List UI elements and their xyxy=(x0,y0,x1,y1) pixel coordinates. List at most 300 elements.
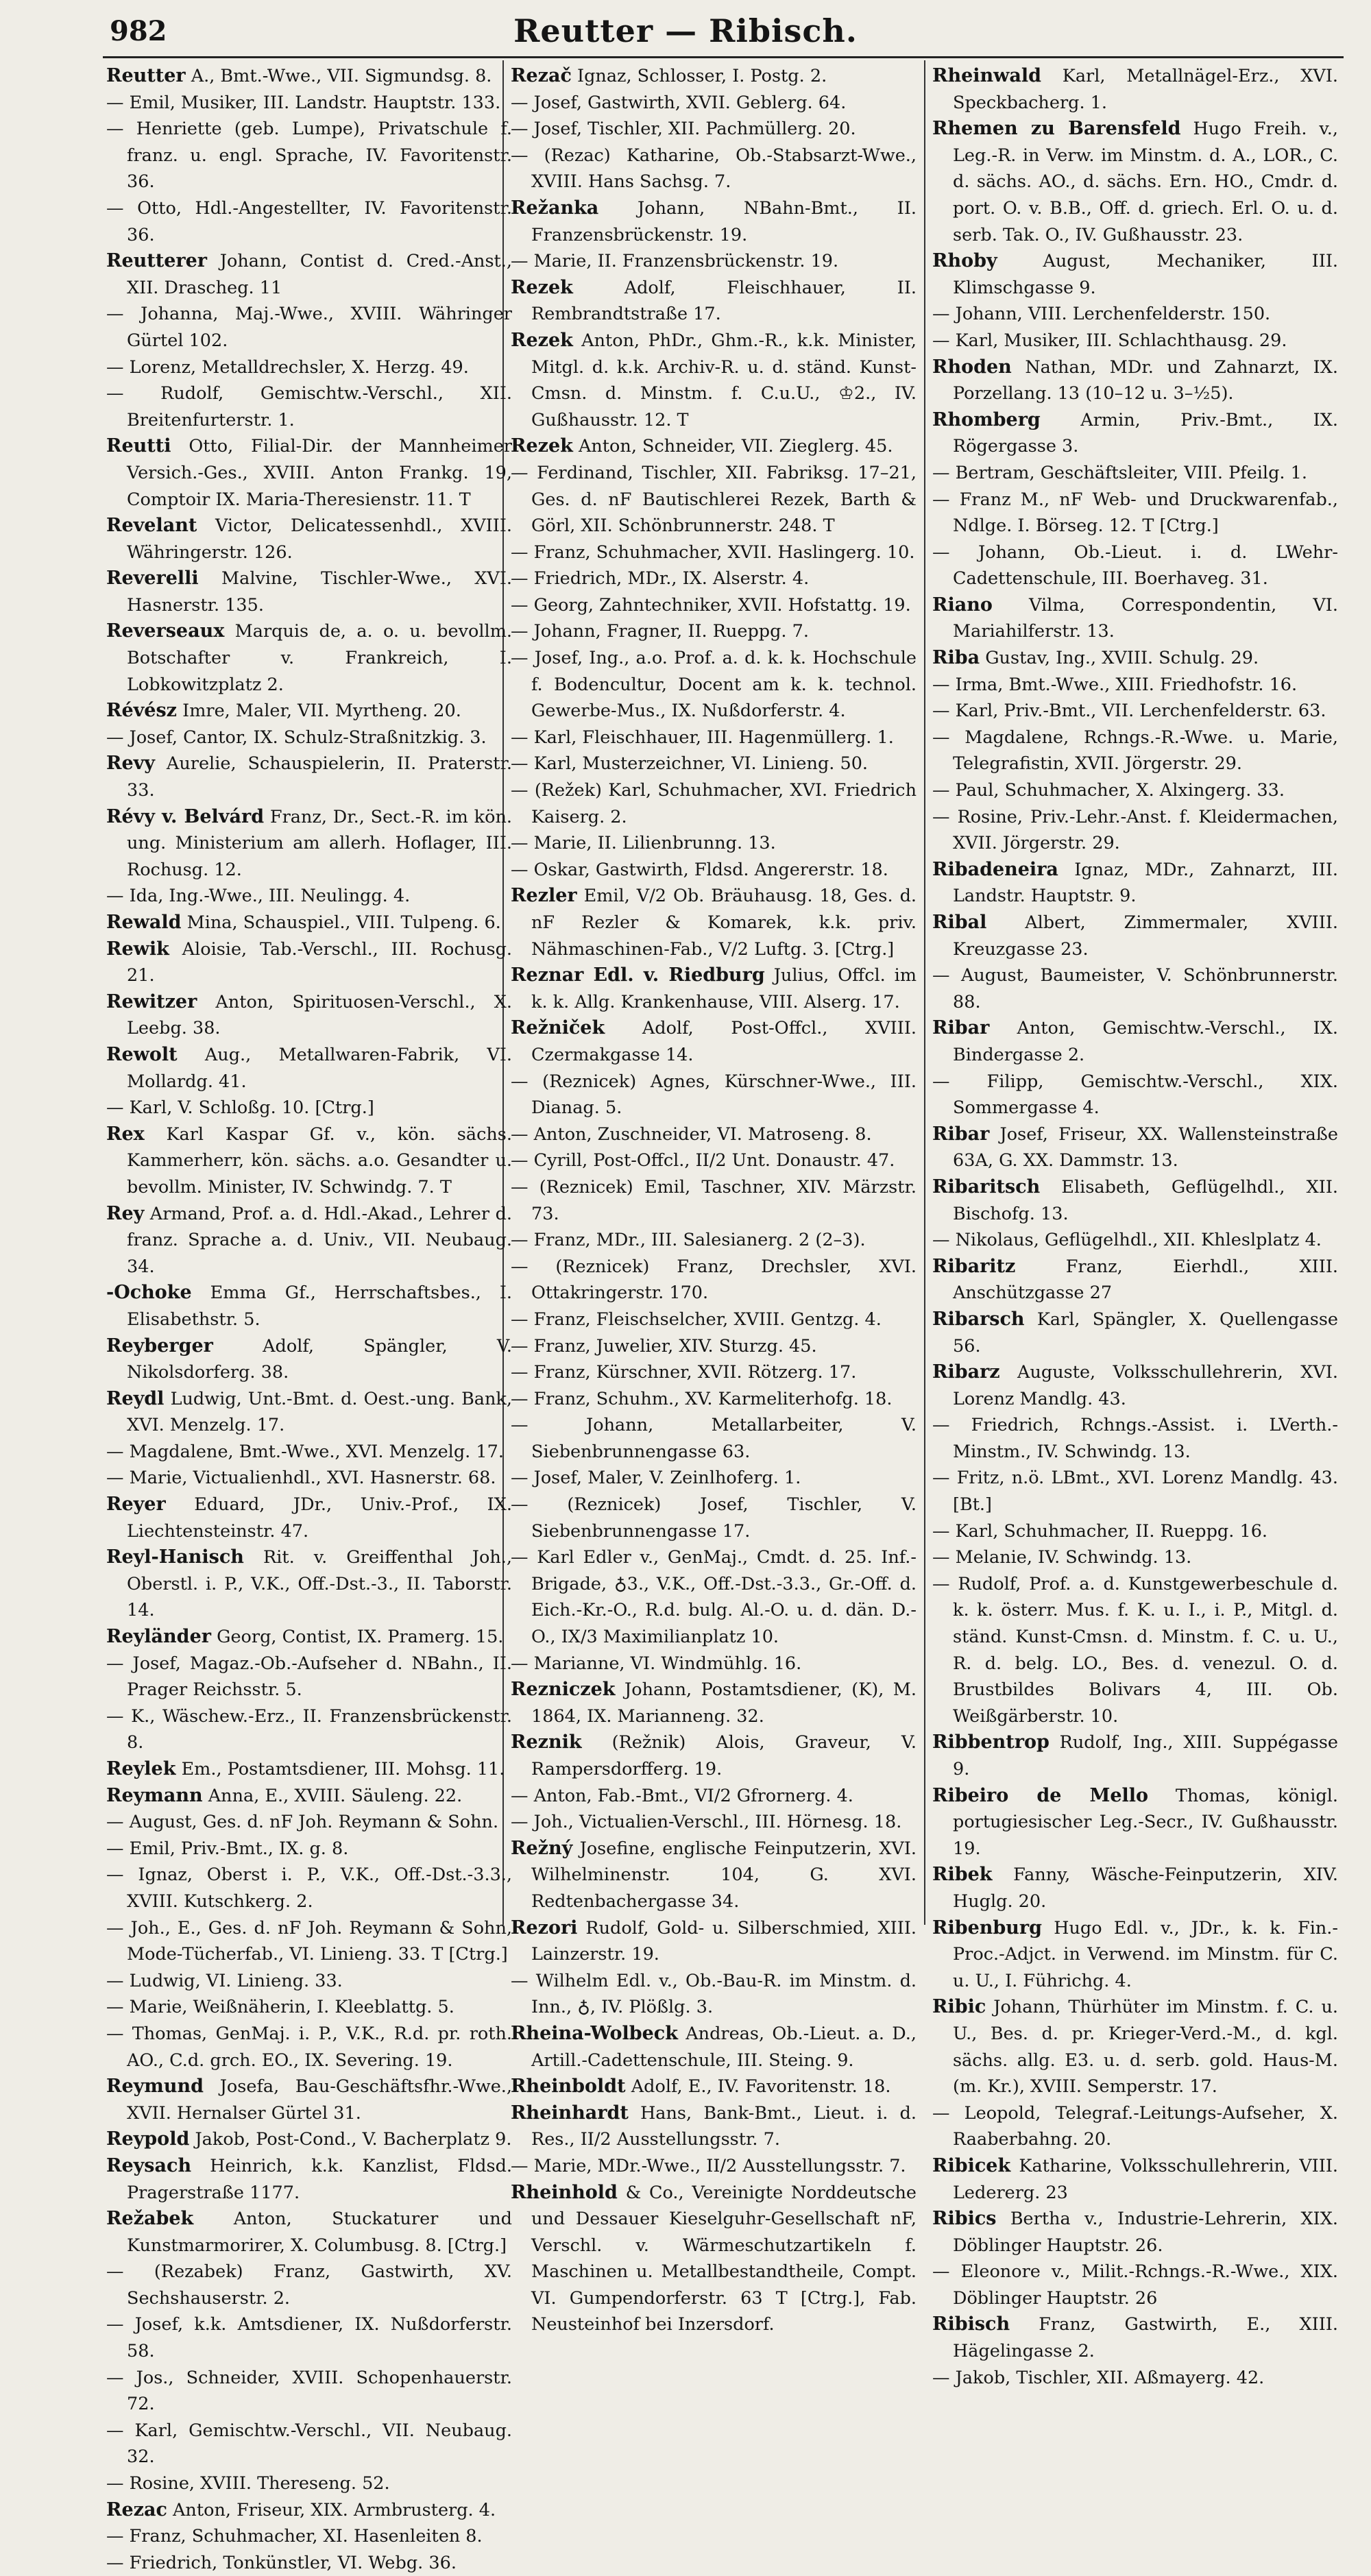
entry-name: Ribics xyxy=(932,2208,997,2230)
entry-name: Rheinhold xyxy=(511,2181,618,2203)
directory-entry xyxy=(106,2021,512,2074)
entry-details: Franz, Eierhdl., XIII. Anschützgasse 27 xyxy=(953,1256,1339,1304)
directory-entry xyxy=(932,1862,1338,1915)
entry-name: — xyxy=(106,2526,124,2547)
directory-entry xyxy=(106,2497,512,2524)
directory-entry xyxy=(106,1465,512,1492)
entry-name: — xyxy=(106,2367,124,2388)
entry-details: (Reznicek) Agnes, Kürschner-Wwe., III. Dianag. 5. xyxy=(531,1071,917,1119)
entry-details: Adolf, Fleischhauer, II. Rembrandtstraße 17. xyxy=(531,277,917,325)
entry-name: Ribadeneira xyxy=(932,858,1058,880)
entry-name: — xyxy=(106,2420,124,2441)
entry-name: — xyxy=(106,1441,124,1462)
entry-name: Ribisch xyxy=(932,2313,1010,2335)
entry-details: Anton, Zuschneider, VI. Matroseng. 8. xyxy=(533,1123,872,1145)
entry-details: Rudolf, Prof. a. d. Kunstgewerbeschule d. k. k. österr. Mus. f. K. u. I., i. P., Mitgl. d. ständ. Kunst-Cmsn. d. Minstm. f. C. u. U., R. d. belg. LO., Bes. d. venezul. O. d. Brustbildes Bolivars 4, III. Ob. Weißgärberstr. 10. xyxy=(953,1573,1338,1727)
directory-entry xyxy=(106,910,512,936)
directory-entry xyxy=(511,2021,917,2074)
entry-details: Emil, Priv.-Bmt., IX. g. 8. xyxy=(129,1838,349,1859)
directory-entry xyxy=(511,725,917,751)
directory-entry xyxy=(511,1333,917,1360)
page-number: 982 xyxy=(110,15,167,47)
entry-details: Malvine, Tischler-Wwe., XVI. Hasnerstr. 135. xyxy=(127,568,512,616)
entry-name: Reverseaux xyxy=(106,620,225,642)
entry-name: — xyxy=(511,542,529,563)
entry-details: Josef, Tischler, XII. Pachmüllerg. 20. xyxy=(533,119,856,140)
directory-entry xyxy=(106,2523,512,2550)
entry-details: Marie, II. Franzensbrückenstr. 19. xyxy=(533,251,839,272)
entry-details: Friedrich, Rchngs.-Assist. i. LVerth.-Minstm., IV. Schwindg. 13. xyxy=(953,1415,1339,1462)
entry-name: — xyxy=(932,1573,950,1594)
entry-name: Rheina-Wolbeck xyxy=(511,2022,678,2044)
entry-name: Reutterer xyxy=(106,250,207,272)
directory-entry xyxy=(511,90,917,117)
entry-name: — xyxy=(932,965,950,986)
directory-entry xyxy=(511,1386,917,1413)
entry-name: — xyxy=(106,2023,124,2044)
entry-details: Thomas, GenMaj. i. P., V.K., R.d. pr. roth. AO., C.d. grch. EO., IX. Severing. 19. xyxy=(127,2023,513,2071)
entry-details: Johann, Postamtsdiener, (K), M. 1864, IX. Marianneng. 32. xyxy=(531,1679,917,1727)
directory-entry xyxy=(106,1862,512,1915)
directory-entry xyxy=(106,116,512,195)
entry-details: Melanie, IV. Schwindg. 13. xyxy=(955,1547,1192,1568)
entry-details: (Reznicek) Emil, Taschner, XIV. Märzstr. 73. xyxy=(531,1176,917,1224)
entry-name: — xyxy=(106,2314,124,2335)
entry-details: Thomas, königl. portugiesischer Leg.-Secr., IV. Gußhausstr. 19. xyxy=(953,1785,1338,1859)
entry-name: — xyxy=(511,1150,529,1171)
entry-name: — xyxy=(511,621,529,642)
directory-entry xyxy=(511,751,917,777)
entry-details: Rudolf, Gold- u. Silberschmied, XIII. Lainzerstr. 19. xyxy=(531,1917,917,1965)
entry-details: Ignaz, Schlosser, I. Postg. 2. xyxy=(577,66,827,86)
entry-details: Adolf, E., IV. Favoritenstr. 18. xyxy=(631,2076,891,2098)
directory-entry xyxy=(106,698,512,725)
entry-details: Josef, Gastwirth, XVII. Geblerg. 64. xyxy=(533,92,847,113)
entry-details: Franz, Juwelier, XIV. Sturzg. 45. xyxy=(533,1335,817,1357)
entry-name: Rheinhardt xyxy=(511,2102,629,2124)
entry-name: Rezek xyxy=(511,276,573,298)
entry-details: Karl, Gemischtw.-Verschl., VII. Neubaug. 32. xyxy=(127,2420,512,2468)
entry-details: Karl, Schuhmacher, II. Rueppg. 16. xyxy=(955,1520,1268,1542)
directory-entry xyxy=(106,1095,512,1121)
directory-entry xyxy=(932,592,1338,645)
directory-entry xyxy=(511,1783,917,1810)
directory-entry xyxy=(511,1492,917,1544)
entry-details: Ida, Ing.-Wwe., III. Neulingg. 4. xyxy=(129,886,411,907)
entry-name: — xyxy=(511,780,529,801)
entry-details: Josefine, englische Feinputzerin, XVI. Wilhelminenstr. 104, G. XVI. Redtenbachergasse 34. xyxy=(531,1838,917,1912)
directory-entry xyxy=(932,1359,1338,1412)
entry-details: Armand, Prof. a. d. Hdl.-Akad., Lehrer d. franz. Sprache a. d. Univ., VII. Neubaug. 34. xyxy=(127,1203,512,1277)
directory-entry xyxy=(511,1015,917,1068)
entry-details: (Rezabek) Franz, Gastwirth, XV. Sechshauserstr. 2. xyxy=(127,2261,512,2309)
entry-details: Friedrich, MDr., IX. Alserstr. 4. xyxy=(533,568,810,590)
directory-entry xyxy=(106,380,512,433)
directory-entry xyxy=(511,195,917,248)
entry-name: Rezac xyxy=(106,2499,167,2520)
directory-entry xyxy=(511,962,917,1015)
entry-details: Johann, Fragner, II. Rueppg. 7. xyxy=(533,621,809,642)
directory-entry xyxy=(932,1121,1338,1174)
entry-details: Joh., E., Ges. d. nF Joh. Reymann & Sohn, Mode-Tücherfab., VI. Linieng. 33. T [Ctrg.] xyxy=(127,1917,512,1965)
directory-entry xyxy=(106,1968,512,1995)
entry-details: August, Mechaniker, III. Klimschgasse 9. xyxy=(953,251,1338,298)
directory-entry xyxy=(932,301,1338,328)
entry-details: Aurelie, Schauspielerin, II. Praterstr. 33. xyxy=(127,753,513,801)
entry-details: K., Wäschew.-Erz., II. Franzensbrückenstr. 8. xyxy=(127,1705,513,1753)
directory-entry xyxy=(106,2418,512,2470)
directory-entry xyxy=(106,2206,512,2259)
entry-name: — xyxy=(511,833,529,854)
entry-name: — xyxy=(932,2261,950,2283)
entry-details: Josef, Maler, V. Zeinlhoferg. 1. xyxy=(533,1468,801,1489)
entry-name: — xyxy=(511,1547,529,1568)
entry-name: Ribal xyxy=(932,912,987,933)
entry-name: Reznik xyxy=(511,1731,582,1753)
entry-details: Lorenz, Metalldrechsler, X. Herzg. 49. xyxy=(129,356,469,378)
entry-name: Reverelli xyxy=(106,568,199,590)
directory-entry xyxy=(932,2311,1338,2364)
entry-details: Vilma, Correspondentin, VI. Mariahilferstr. 13. xyxy=(953,594,1338,642)
entry-name: — xyxy=(511,92,529,113)
entry-details: Jos., Schneider, XVIII. Schopenhauerstr. 72. xyxy=(127,2367,513,2415)
directory-entry xyxy=(511,2180,917,2339)
directory-entry xyxy=(511,1729,917,1782)
directory-entry xyxy=(932,1069,1338,1121)
directory-entry xyxy=(932,2100,1338,2153)
directory-entry xyxy=(106,2365,512,2418)
directory-entry xyxy=(932,1015,1338,1068)
entry-details: Mina, Schauspiel., VIII. Tulpeng. 6. xyxy=(186,912,501,933)
directory-entry xyxy=(106,1783,512,1810)
entry-details: Josef, Ing., a.o. Prof. a. d. k. k. Hochschule f. Bodencultur, Docent am k. k. technol. Gewerbe-Mus., IX. Nußdorferstr. 4. xyxy=(531,648,917,722)
directory-entry xyxy=(511,1651,917,1677)
directory-entry xyxy=(932,2153,1338,2206)
directory-entry xyxy=(511,275,917,328)
directory-entry xyxy=(511,1227,917,1254)
entry-name: — xyxy=(106,1838,124,1859)
entry-name: — xyxy=(106,1653,124,1674)
entry-name: — xyxy=(106,2552,124,2573)
entry-details: Nathan, MDr. und Zahnarzt, IX. Porzellang. 13 (10–12 u. 3–½5). xyxy=(953,356,1338,404)
entry-name: — xyxy=(511,648,529,669)
entry-details: Aug., Metallwaren-Fabrik, VI. Mollardg. 41. xyxy=(127,1044,513,1092)
entry-name: Rewolt xyxy=(106,1043,178,1065)
entry-name: Rey xyxy=(106,1202,145,1224)
entry-details: Fritz, n.ö. LBmt., XVI. Lorenz Mandlg. 43. [Bt.] xyxy=(953,1468,1339,1516)
entry-details: (Reznicek) Josef, Tischler, V. Siebenbrunnengasse 17. xyxy=(531,1494,917,1542)
directory-entry xyxy=(932,672,1338,698)
directory-entry xyxy=(932,1465,1338,1518)
entry-details: Anton, Stuckaturer und Kunstmarmorirer, X. Columbusg. 8. [Ctrg.] xyxy=(127,2209,512,2256)
directory-entry xyxy=(106,883,512,910)
entry-name: — xyxy=(511,859,529,880)
entry-details: Katharine, Volksschullehrerin, VIII. Ledererg. 23 xyxy=(953,2155,1339,2203)
entry-name: — xyxy=(932,542,950,563)
entry-details: Franz, Fleischselcher, XVIII. Gentzg. 4. xyxy=(533,1309,882,1330)
directory-entry xyxy=(511,857,917,884)
entry-details: Hugo Freih. v., Leg.-R. in Verw. im Minstm. d. A., LOR., C. d. sächs. AO., d. sächs. Ern. HO., Cmdr. d. port. O. v. B.B., Off. d. griech. Erl. O. u. d. serb. Tak. O., IV. Gußhausstr. 23. xyxy=(953,119,1338,245)
directory-entry xyxy=(932,2259,1338,2311)
entry-details: Adolf, Spängler, V. Nikolsdorferg. 38. xyxy=(127,1335,512,1383)
directory-entry xyxy=(106,1994,512,2021)
directory-entry xyxy=(511,248,917,275)
entry-details: Nikolaus, Geflügelhdl., XII. Khleslplatz 4. xyxy=(955,1230,1322,1251)
directory-entry xyxy=(932,539,1338,592)
entry-details: Anton, Spirituosen-Verschl., X. Leebg. 38. xyxy=(127,991,512,1039)
entry-details: Friedrich, Tonkünstler, VI. Webg. 36. xyxy=(129,2552,457,2573)
directory-entry xyxy=(106,1042,512,1095)
directory-entry xyxy=(106,1703,512,1756)
entry-name: — xyxy=(932,1071,950,1092)
entry-name: Reyberger xyxy=(106,1335,213,1357)
entry-details: Aloisie, Tab.-Verschl., III. Rochusg. 21. xyxy=(127,938,513,986)
directory-entry xyxy=(511,1465,917,1492)
directory-entry xyxy=(511,63,917,90)
entry-name: — xyxy=(106,1970,124,1991)
entry-name: — xyxy=(932,806,950,827)
directory-entry xyxy=(932,645,1338,672)
entry-name: — xyxy=(932,462,950,483)
directory-entry xyxy=(932,962,1338,1015)
entry-name: Reymann xyxy=(106,1784,203,1806)
entry-name: Rezač xyxy=(511,65,572,86)
entry-name: — xyxy=(106,119,124,140)
entry-name: Révy v. Belvárd xyxy=(106,805,265,827)
directory-entry xyxy=(106,1492,512,1544)
entry-name: Ribicek xyxy=(932,2154,1011,2176)
entry-name: Rewitzer xyxy=(106,991,197,1012)
entry-name: Reydl xyxy=(106,1387,165,1409)
directory-entry xyxy=(932,804,1338,857)
entry-name: Režniček xyxy=(511,1017,605,1039)
entry-name: Reznar Edl. v. Riedburg xyxy=(511,964,765,986)
entry-name: — xyxy=(511,1176,529,1198)
entry-details: Karl, Spängler, X. Quellengasse 56. xyxy=(953,1309,1339,1357)
directory-entry xyxy=(932,1307,1338,1359)
entry-details: Armin, Priv.-Bmt., IX. Rögergasse 3. xyxy=(953,409,1338,457)
entry-details: Em., Postamtsdiener, III. Mohsg. 11. xyxy=(181,1759,505,1779)
entry-name: — xyxy=(932,674,950,695)
directory-entry xyxy=(932,460,1338,487)
entry-name: — xyxy=(932,1415,950,1436)
entry-name: Revy xyxy=(106,753,155,775)
directory-entry xyxy=(511,1147,917,1174)
directory-entry xyxy=(106,989,512,1042)
directory-entry xyxy=(932,1254,1338,1307)
entry-name: Režanka xyxy=(511,197,599,219)
directory-entry xyxy=(106,751,512,803)
entry-name: Reylek xyxy=(106,1758,176,1779)
entry-details: Marianne, VI. Windmühlg. 16. xyxy=(533,1653,802,1674)
directory-entry xyxy=(106,1333,512,1386)
directory-entry xyxy=(106,2259,512,2311)
entry-details: Karl Kaspar Gf. v., kön. sächs. Kammerherr, kön. sächs. a.o. Gesandter u. bevollm. Minister, IV. Schwindg. 7. T xyxy=(127,1123,512,1198)
entry-name: — xyxy=(106,1097,124,1119)
entry-details: Anton, Schneider, VII. Zieglerg. 45. xyxy=(578,436,893,457)
entry-details: Heinrich, k.k. Kanzlist, Fldsd. Pragerstraße 1177. xyxy=(127,2155,513,2203)
entry-name: — xyxy=(511,2155,529,2176)
entry-name: — xyxy=(932,2102,950,2124)
directory-entry xyxy=(511,1121,917,1148)
entry-name: Rhemen zu Barensfeld xyxy=(932,118,1181,140)
entry-details: Ferdinand, Tischler, XII. Fabriksg. 17–21, Ges. d. nF Bautischlerei Rezek, Barth & Görl, XII. Schönbrunnerstr. 248. T xyxy=(531,462,917,537)
directory-entry xyxy=(932,1783,1338,1862)
directory-entry xyxy=(511,460,917,539)
directory-entry xyxy=(106,513,512,566)
entry-name: Ribek xyxy=(932,1864,993,1886)
entry-details: Otto, Filial-Dir. der Mannheimer Versich.-Ges., XVIII. Anton Frankg. 19, Comptoir IX. Maria-Theresienstr. 11. T xyxy=(127,436,512,510)
entry-details: August, Ges. d. nF Joh. Reymann & Sohn. xyxy=(129,1812,499,1833)
entry-name: — xyxy=(511,1388,529,1409)
entry-name: — xyxy=(106,92,124,113)
entry-name: — xyxy=(511,1123,529,1145)
entry-details: Anna, E., XVIII. Säuleng. 22. xyxy=(208,1785,463,1806)
entry-details: Anton, Friseur, XIX. Armbrusterg. 4. xyxy=(173,2499,496,2520)
entry-details: Auguste, Volksschullehrerin, XVI. Lorenz Mandlg. 43. xyxy=(953,1362,1339,1409)
entry-details: Georg, Zahntechniker, XVII. Hofstattg. 19. xyxy=(533,594,911,616)
directory-entry xyxy=(932,2206,1338,2259)
entry-details: Paul, Schuhmacher, X. Alxingerg. 33. xyxy=(955,780,1285,801)
entry-name: — xyxy=(511,1362,529,1383)
directory-entry xyxy=(932,1994,1338,2100)
entry-details: Johann, Contist d. Cred.-Anst., XII. Drascheg. 11 xyxy=(127,251,512,298)
entry-details: Franz, Kürschner, XVII. Rötzerg. 17. xyxy=(533,1362,857,1383)
entry-name: Rewik xyxy=(106,938,169,960)
entry-details: Johanna, Maj.-Wwe., XVIII. Währinger Gürtel 102. xyxy=(127,304,512,351)
entry-details: (Rezac) Katharine, Ob.-Stabsarzt-Wwe., XVIII. Hans Sachsg. 7. xyxy=(531,145,917,193)
directory-column-2 xyxy=(511,63,917,2338)
directory-entry xyxy=(511,1307,917,1333)
entry-details: Marie, Victualienhdl., XVI. Hasnerstr. 68. xyxy=(129,1468,496,1489)
entry-name: Reymund xyxy=(106,2076,204,2098)
directory-entry xyxy=(932,1227,1338,1254)
entry-name: — xyxy=(511,594,529,616)
entry-details: Marie, II. Lilienbrunng. 13. xyxy=(533,833,776,854)
entry-name: Rezori xyxy=(511,1917,578,1939)
entry-name: — xyxy=(106,2473,124,2494)
directory-entry xyxy=(511,1069,917,1121)
directory-entry xyxy=(106,2550,512,2576)
entry-details: Filipp, Gemischtw.-Verschl., XIX. Sommergasse 4. xyxy=(953,1071,1338,1119)
directory-entry xyxy=(106,301,512,354)
entry-details: (Reznicek) Franz, Drechsler, XVI. Ottakringerstr. 170. xyxy=(531,1256,917,1304)
entry-name: Rezek xyxy=(511,329,573,351)
directory-entry xyxy=(932,910,1338,962)
directory-entry xyxy=(106,804,512,884)
entry-details: Georg, Contist, IX. Pramerg. 15. xyxy=(217,1627,504,1648)
entry-name: — xyxy=(511,753,529,775)
entry-name: Riba xyxy=(932,647,980,669)
directory-entry xyxy=(106,1121,512,1201)
directory-entry xyxy=(106,2470,512,2497)
directory-entry xyxy=(511,592,917,619)
directory-entry xyxy=(106,1439,512,1466)
entry-details: Henriette (geb. Lumpe), Privatschule f. franz. u. engl. Sprache, IV. Favoritenstr. 36. xyxy=(127,119,512,193)
entry-details: Andreas, Ob.-Lieut. a. D., Artill.-Cadettenschule, III. Steing. 9. xyxy=(531,2023,917,2071)
entry-details: Joh., Victualien-Verschl., III. Hörnesg. 18. xyxy=(533,1812,902,1833)
directory-entry xyxy=(511,883,917,962)
directory-entry xyxy=(106,1201,512,1280)
entry-name: Reysach xyxy=(106,2154,192,2176)
directory-entry xyxy=(106,354,512,381)
directory-entry xyxy=(511,2153,917,2180)
entry-name: Rhomberg xyxy=(932,409,1041,430)
entry-details: Karl, Musiker, III. Schlachthausg. 29. xyxy=(955,330,1287,351)
entry-details: Josef, Magaz.-Ob.-Aufseher d. NBahn., II. Prager Reichsstr. 5. xyxy=(127,1653,513,1701)
entry-details: Karl, Musterzeichner, VI. Linieng. 50. xyxy=(533,753,869,775)
directory-entry xyxy=(511,618,917,645)
entry-details: Johann, NBahn-Bmt., II. Franzensbrückenstr. 19. xyxy=(531,197,917,245)
entry-name: Révész xyxy=(106,700,178,722)
entry-name: Ribarsch xyxy=(932,1308,1025,1330)
entry-name: — xyxy=(511,1785,529,1806)
entry-name: — xyxy=(106,2261,124,2283)
entry-details: Franz, Gastwirth, E., XIII. Hägelingasse 2. xyxy=(953,2314,1338,2362)
entry-name: — xyxy=(106,1705,124,1727)
directory-entry xyxy=(106,2153,512,2206)
directory-entry xyxy=(106,90,512,117)
entry-details: Cyrill, Post-Offcl., II/2 Unt. Donaustr. 47. xyxy=(533,1150,895,1171)
entry-details: Karl, V. Schloßg. 10. [Ctrg.] xyxy=(129,1097,374,1119)
directory-entry xyxy=(511,116,917,143)
entry-name: — xyxy=(511,119,529,140)
entry-details: Franz, MDr., III. Salesianerg. 2 (2–3). xyxy=(533,1230,866,1251)
entry-name: Ribenburg xyxy=(932,1917,1042,1939)
entry-name: Ribic xyxy=(932,1996,986,2018)
entry-details: (Režek) Karl, Schuhmacher, XVI. Friedrich Kaiserg. 2. xyxy=(531,780,917,827)
directory-entry xyxy=(932,248,1338,301)
entry-name: — xyxy=(511,1812,529,1833)
entry-name: — xyxy=(511,1256,529,1277)
entry-name: Ribar xyxy=(932,1123,990,1145)
entry-details: Emil, Musiker, III. Landstr. Hauptstr. 133. xyxy=(129,92,501,113)
entry-name: — xyxy=(511,145,529,166)
directory-entry xyxy=(932,1174,1338,1227)
column-divider xyxy=(924,60,925,1925)
entry-name: Rezniczek xyxy=(511,1679,616,1701)
entry-name: Reutti xyxy=(106,435,171,457)
entry-details: Julius, Offcl. im k. k. Allg. Krankenhause, VIII. Alserg. 17. xyxy=(531,965,917,1012)
entry-name: — xyxy=(511,462,529,483)
directory-entry xyxy=(106,1624,512,1651)
entry-details: Emil, V/2 Ob. Bräuhausg. 18, Ges. d. nF Rezler & Komarek, k.k. priv. Nähmaschinen-Fab., V/2 Luftg. 3. [Ctrg.] xyxy=(531,886,917,960)
directory-entry xyxy=(106,725,512,751)
directory-entry xyxy=(932,857,1338,910)
directory-column-1 xyxy=(106,63,512,2576)
entry-details: Bertram, Geschäftsleiter, VIII. Pfeilg. 1. xyxy=(955,462,1307,483)
entry-details: Oskar, Gastwirth, Fldsd. Angererstr. 18. xyxy=(533,859,888,880)
entry-name: — xyxy=(106,1812,124,1833)
entry-details: Rosine, XVIII. Thereseng. 52. xyxy=(129,2473,390,2494)
entry-details: Josef, k.k. Amtsdiener, IX. Nußdorferstr. 58. xyxy=(127,2314,512,2362)
entry-name: — xyxy=(511,1335,529,1357)
entry-name: — xyxy=(511,1071,529,1092)
entry-details: Emma Gf., Herrschaftsbes., I. Elisabethstr. 5. xyxy=(127,1283,512,1330)
entry-details: Wilhelm Edl. v., Ob.-Bau-R. im Minstm. d. Inn., ♁, IV. Plößlg. 3. xyxy=(531,1970,917,2018)
directory-entry xyxy=(511,1809,917,1836)
entry-details: Rosine, Priv.-Lehr.-Anst. f. Kleidermachen, XVII. Jörgerstr. 29. xyxy=(953,806,1338,854)
directory-entry xyxy=(511,143,917,195)
entry-name: Reutter xyxy=(106,65,186,86)
entry-details: Josef, Friseur, XX. Wallensteinstraße 63A, G. XX. Dammstr. 13. xyxy=(953,1123,1339,1171)
entry-name: Ribar xyxy=(932,1017,990,1039)
entry-details: Anton, Gemischtw.-Verschl., IX. Bindergasse 2. xyxy=(953,1018,1339,1065)
entry-name: Režabek xyxy=(106,2208,194,2230)
entry-name: — xyxy=(932,2367,950,2388)
entry-details: Rudolf, Ing., XIII. Suppégasse 9. xyxy=(953,1732,1338,1779)
directory-entry xyxy=(511,1677,917,1729)
